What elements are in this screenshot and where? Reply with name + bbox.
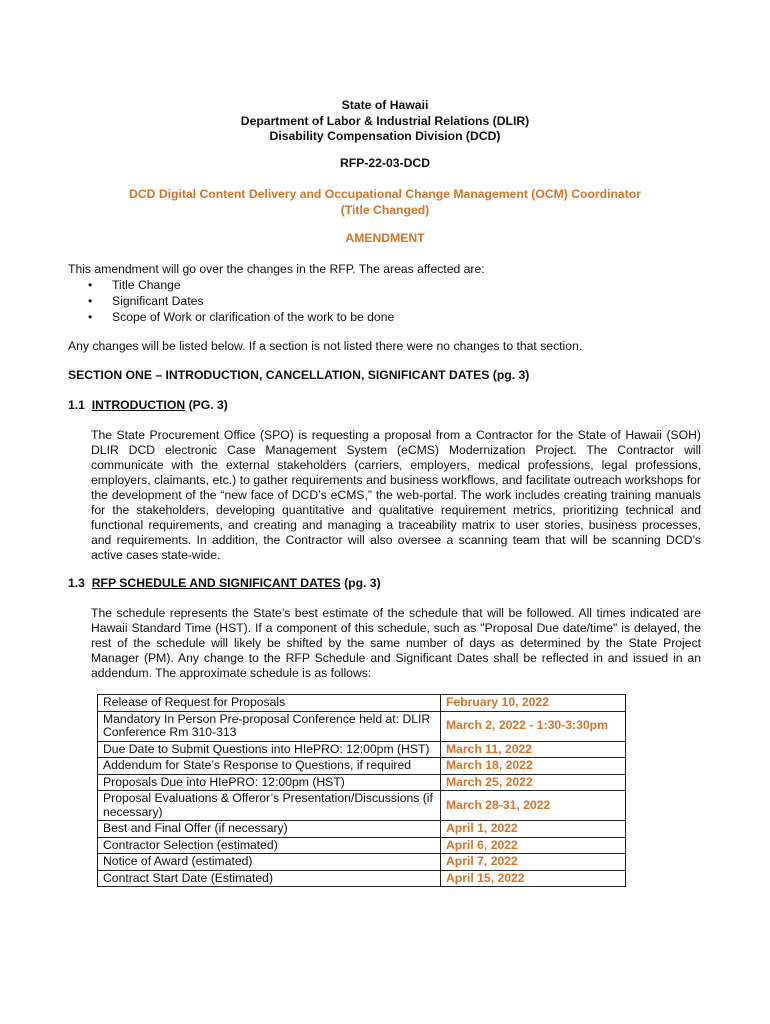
intro-text: This amendment will go over the changes in the RFP. The areas affected are: bbox=[68, 262, 485, 276]
schedule-date: April 15, 2022 bbox=[441, 870, 626, 887]
amendment-label: AMENDMENT bbox=[345, 231, 425, 245]
schedule-table bbox=[97, 694, 626, 887]
section-1-1-number: 1.1 bbox=[68, 398, 85, 412]
schedule-date: February 10, 2022 bbox=[441, 695, 626, 712]
schedule-event: Best and Final Offer (if necessary) bbox=[98, 821, 441, 838]
table-row bbox=[98, 758, 626, 775]
table-row bbox=[98, 791, 626, 821]
table-row bbox=[98, 837, 626, 854]
section-1-3-body: The schedule represents the State’s best estimate of the schedule that will be followed. All times indicated are Hawaii Standard Time (HST). If a component of this schedule, such as "Proposal Due date/time" is delayed, the rest of the schedule will likely be shifted by the same number of days as determined by the State Project Manager (PM). Any change to the RFP Schedule and Significant Dates shall be reflected in and issued in an addendum. The approximate schedule is as follows: bbox=[91, 606, 701, 680]
list-item: • Significant Dates bbox=[88, 293, 394, 309]
rfp-title bbox=[0, 187, 770, 218]
schedule-date: April 6, 2022 bbox=[441, 837, 626, 854]
section-1-3-title: RFP SCHEDULE AND SIGNIFICANT DATES bbox=[91, 576, 341, 590]
schedule-event: Contractor Selection (estimated) bbox=[98, 837, 441, 854]
rfp-title-line2: (Title Changed) bbox=[340, 202, 430, 217]
schedule-event: Proposals Due into HIePRO: 12:00pm (HST) bbox=[98, 774, 441, 791]
schedule-date: March 11, 2022 bbox=[441, 741, 626, 758]
section-1-3-number: 1.3 bbox=[68, 576, 85, 590]
schedule-date: April 1, 2022 bbox=[441, 821, 626, 838]
table-row bbox=[98, 741, 626, 758]
table-row bbox=[98, 870, 626, 887]
schedule-event: Due Date to Submit Questions into HIePRO: 12:00pm (HST) bbox=[98, 741, 441, 758]
section-1-1-body: The State Procurement Office (SPO) is requesting a proposal from a Contractor for the State of Hawaii (SOH) DLIR DCD electronic Case Management System (eCMS) Modernization Project. The Contractor will communicate with the external stakeholders (carriers, employers, medical professions, legal professions, employers, claimants, etc.) to gather requirements and business workflows, and facilitate outreach workshops for the development of the “new face of DCD’s eCMS,” the web-portal. The work includes creating training manuals for the stakeholders, developing quantitative and qualitative requirement metrics, prioritizing technical and functional requirements, and creating and managing a traceability matrix to user stories, business processes, and requirements. In addition, the Contractor will also oversee a scanning team that will be scanning DCD’s active cases state-wide. bbox=[91, 428, 701, 562]
rfp-title-line1: DCD Digital Content Delivery and Occupational Change Management (OCM) Coordinator bbox=[129, 187, 641, 201]
section-1-1-title: INTRODUCTION bbox=[91, 398, 186, 412]
schedule-event: Notice of Award (estimated) bbox=[98, 854, 441, 871]
table-row bbox=[98, 774, 626, 791]
section-1-3-heading bbox=[68, 576, 381, 592]
schedule-event: Proposal Evaluations & Offeror’s Presentation/Discussions (if necessary) bbox=[98, 791, 441, 821]
list-item: • Scope of Work or clarification of the work to be done bbox=[88, 309, 394, 325]
section-1-3-page: (pg. 3) bbox=[344, 576, 381, 590]
header-block bbox=[0, 98, 770, 145]
schedule-date: March 18, 2022 bbox=[441, 758, 626, 775]
schedule-event: Mandatory In Person Pre-proposal Conference held at: DLIR Conference Rm 310-313 bbox=[98, 711, 441, 741]
schedule-event: Addendum for State’s Response to Questions, if required bbox=[98, 758, 441, 775]
schedule-event: Release of Request for Proposals bbox=[98, 695, 441, 712]
section-1-1-heading bbox=[68, 398, 228, 414]
schedule-event: Contract Start Date (Estimated) bbox=[98, 870, 441, 887]
header-division: Disability Compensation Division (DCD) bbox=[269, 129, 501, 143]
schedule-date: March 28-31, 2022 bbox=[441, 791, 626, 821]
any-changes-note: Any changes will be listed below. If a section is not listed there were no changes to that section. bbox=[68, 339, 583, 353]
schedule-date: April 7, 2022 bbox=[441, 854, 626, 871]
affected-areas-list bbox=[88, 277, 394, 325]
rfp-number: RFP-22-03-DCD bbox=[339, 156, 431, 170]
header-state: State of Hawaii bbox=[341, 98, 429, 112]
list-item: • Title Change bbox=[88, 277, 394, 293]
header-department: Department of Labor & Industrial Relations (DLIR) bbox=[240, 113, 530, 128]
table-row bbox=[98, 711, 626, 741]
schedule-date: March 25, 2022 bbox=[441, 774, 626, 791]
table-row bbox=[98, 854, 626, 871]
schedule-date: March 2, 2022 - 1:30-3:30pm bbox=[441, 711, 626, 741]
table-row bbox=[98, 821, 626, 838]
table-row bbox=[98, 695, 626, 712]
section-1-1-page: (PG. 3) bbox=[188, 398, 228, 412]
section-one-heading: SECTION ONE – INTRODUCTION, CANCELLATION, SIGNIFICANT DATES (pg. 3) bbox=[68, 368, 530, 382]
